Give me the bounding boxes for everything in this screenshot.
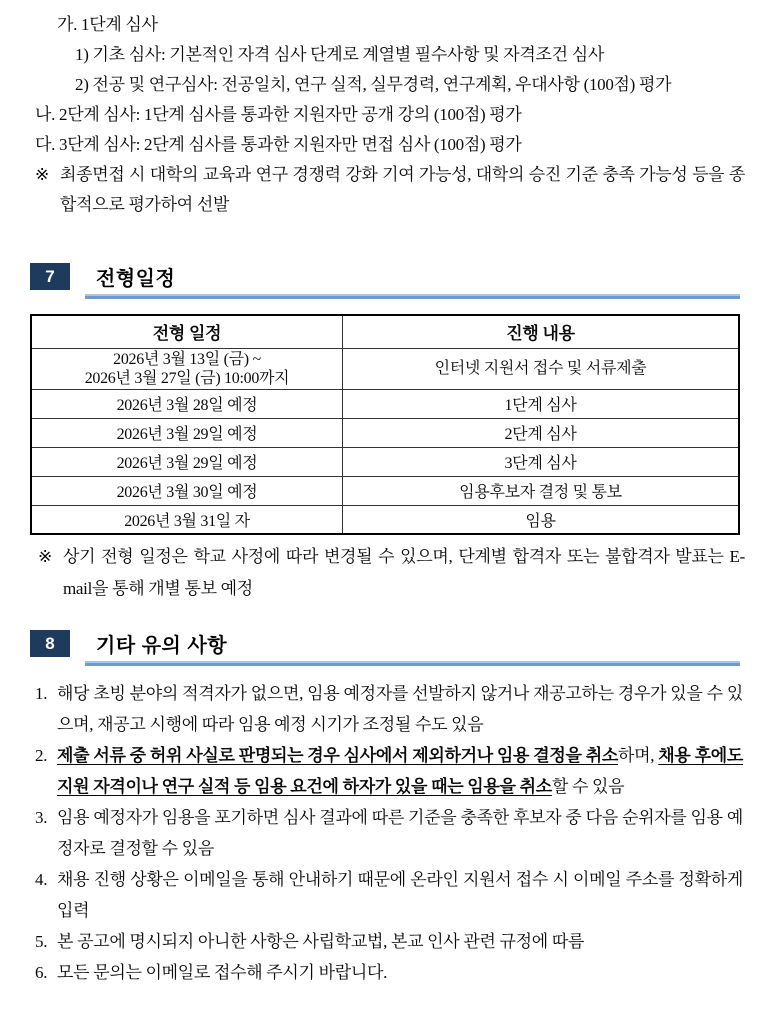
cell-date: 2026년 3월 29일 예정: [31, 447, 343, 476]
item-number: 6.: [35, 963, 48, 982]
column-header-schedule: 전형 일정: [31, 315, 343, 348]
notice-item-3: [35, 802, 743, 864]
schedule-change-note-text: 상기 전형 일정은 학교 사정에 따라 변경될 수 있으며, 단계별 합격자 또는 불합격자 발표는 E-mail을 통해 개별 통보 예정: [63, 547, 745, 598]
notice-item-2-bold-2: 채용 후에도 지원 자격이나 연구 실적 등 임용 요건에 하자가 있을 때는 임용을 취소: [57, 746, 743, 796]
section-8-header-row: [30, 629, 740, 657]
section-7-title: 전형일정: [96, 267, 176, 290]
schedule-table-header-row: [31, 315, 739, 348]
item-number: 5.: [35, 932, 48, 951]
section-8-title: 기타 유의 사항: [96, 634, 228, 657]
cell-content: 3단계 심사: [343, 447, 739, 476]
section-8-number-badge: 8: [30, 630, 70, 657]
notice-item-4: [35, 864, 743, 926]
cell-date: 2026년 3월 28일 예정: [31, 389, 343, 418]
other-notes-list: [0, 678, 743, 988]
reference-mark: ※: [35, 165, 49, 184]
cell-content: 2단계 심사: [343, 418, 739, 447]
column-header-content: 진행 내용: [343, 315, 739, 348]
item-number: 1.: [35, 684, 48, 703]
notice-item-5: [35, 926, 743, 957]
cell-content: 임용후보자 결정 및 통보: [343, 476, 739, 505]
section-7-number-badge: 7: [30, 263, 70, 290]
item-number: 4.: [35, 870, 48, 889]
cell-date: 2026년 3월 31일 자: [31, 505, 343, 534]
notice-item-2-bold-1: 제출 서류 중 허위 사실로 판명되는 경우 심사에서 제외하거나 임용 결정을 취소: [57, 746, 618, 765]
notice-item-1-text: 해당 초빙 분야의 적격자가 없으면, 임용 예정자를 선발하지 않거나 재공고하는 경우가 있을 수 있으며, 재공고 시행에 따라 임용 예정 시기가 조정될 수도 있음: [57, 684, 743, 734]
table-row: [31, 505, 739, 534]
cell-content: 임용: [343, 505, 739, 534]
intro-line-major: 2) 전공 및 연구심사: 전공일치, 연구 실적, 실무경력, 연구계획, 우대사항 (100점) 평가: [75, 75, 672, 94]
table-row: [31, 348, 739, 389]
stage-review-section: [0, 10, 755, 220]
notice-item-1: [35, 678, 743, 740]
table-row: [31, 476, 739, 505]
cell-application-content: 인터넷 지원서 접수 및 서류제출: [343, 348, 739, 389]
notice-item-2-plain-2: 할 수 있음: [551, 777, 625, 796]
table-row: [31, 447, 739, 476]
section-7-header: [30, 262, 740, 299]
cell-application-period: [31, 348, 343, 389]
cell-date: 2026년 3월 30일 예정: [31, 476, 343, 505]
notice-item-6: [35, 957, 743, 988]
cell-content: 1단계 심사: [343, 389, 739, 418]
reference-mark: ※: [38, 547, 52, 566]
table-row: [31, 389, 739, 418]
notice-item-4-text: 채용 진행 상황은 이메일을 통해 안내하기 때문에 온라인 지원서 접수 시 이메일 주소를 정확하게 입력: [57, 870, 743, 920]
section-8-underline: [85, 661, 740, 666]
intro-line-basic: 1) 기초 심사: 기본적인 자격 심사 단계로 계열별 필수사항 및 자격조건 심사: [75, 45, 604, 64]
final-interview-note-text: 최종면접 시 대학의 교육과 연구 경쟁력 강화 기여 가능성, 대학의 승진 기준 충족 가능성 등을 종합적으로 평가하여 선발: [60, 165, 745, 214]
final-interview-note: [35, 160, 745, 220]
section-7-underline: [85, 294, 740, 299]
notice-item-2-plain-1: 하며,: [617, 746, 659, 765]
item-number: 3.: [35, 808, 48, 827]
notice-item-2: [35, 740, 743, 802]
item-number: 2.: [35, 746, 48, 765]
intro-line-stage1: 가. 1단계 심사: [57, 15, 158, 34]
cell-date: 2026년 3월 29일 예정: [31, 418, 343, 447]
table-row: [31, 418, 739, 447]
intro-line-stage3: 다. 3단계 심사: 2단계 심사를 통과한 지원자만 면접 심사 (100점) 평가: [35, 135, 522, 154]
section-7-header-row: [30, 262, 740, 290]
schedule-change-note: [38, 541, 745, 605]
notice-item-6-text: 모든 문의는 이메일로 접수해 주시기 바랍니다.: [57, 963, 388, 982]
schedule-table: [30, 314, 740, 535]
intro-line-stage2: 나. 2단계 심사: 1단계 심사를 통과한 지원자만 공개 강의 (100점) 평가: [35, 105, 522, 124]
section-8-header: [30, 629, 740, 666]
period-line1: 2026년 3월 13일 (금) ~: [113, 350, 261, 368]
notice-item-5-text: 본 공고에 명시되지 아니한 사항은 사립학교법, 본교 인사 관련 규정에 따름: [57, 932, 585, 951]
period-line2: 2026년 3월 27일 (금) 10:00까지: [84, 369, 290, 387]
notice-item-3-text: 임용 예정자가 임용을 포기하면 심사 결과에 따른 기준을 충족한 후보자 중 다음 순위자를 임용 예정자로 결정할 수 있음: [57, 808, 743, 858]
